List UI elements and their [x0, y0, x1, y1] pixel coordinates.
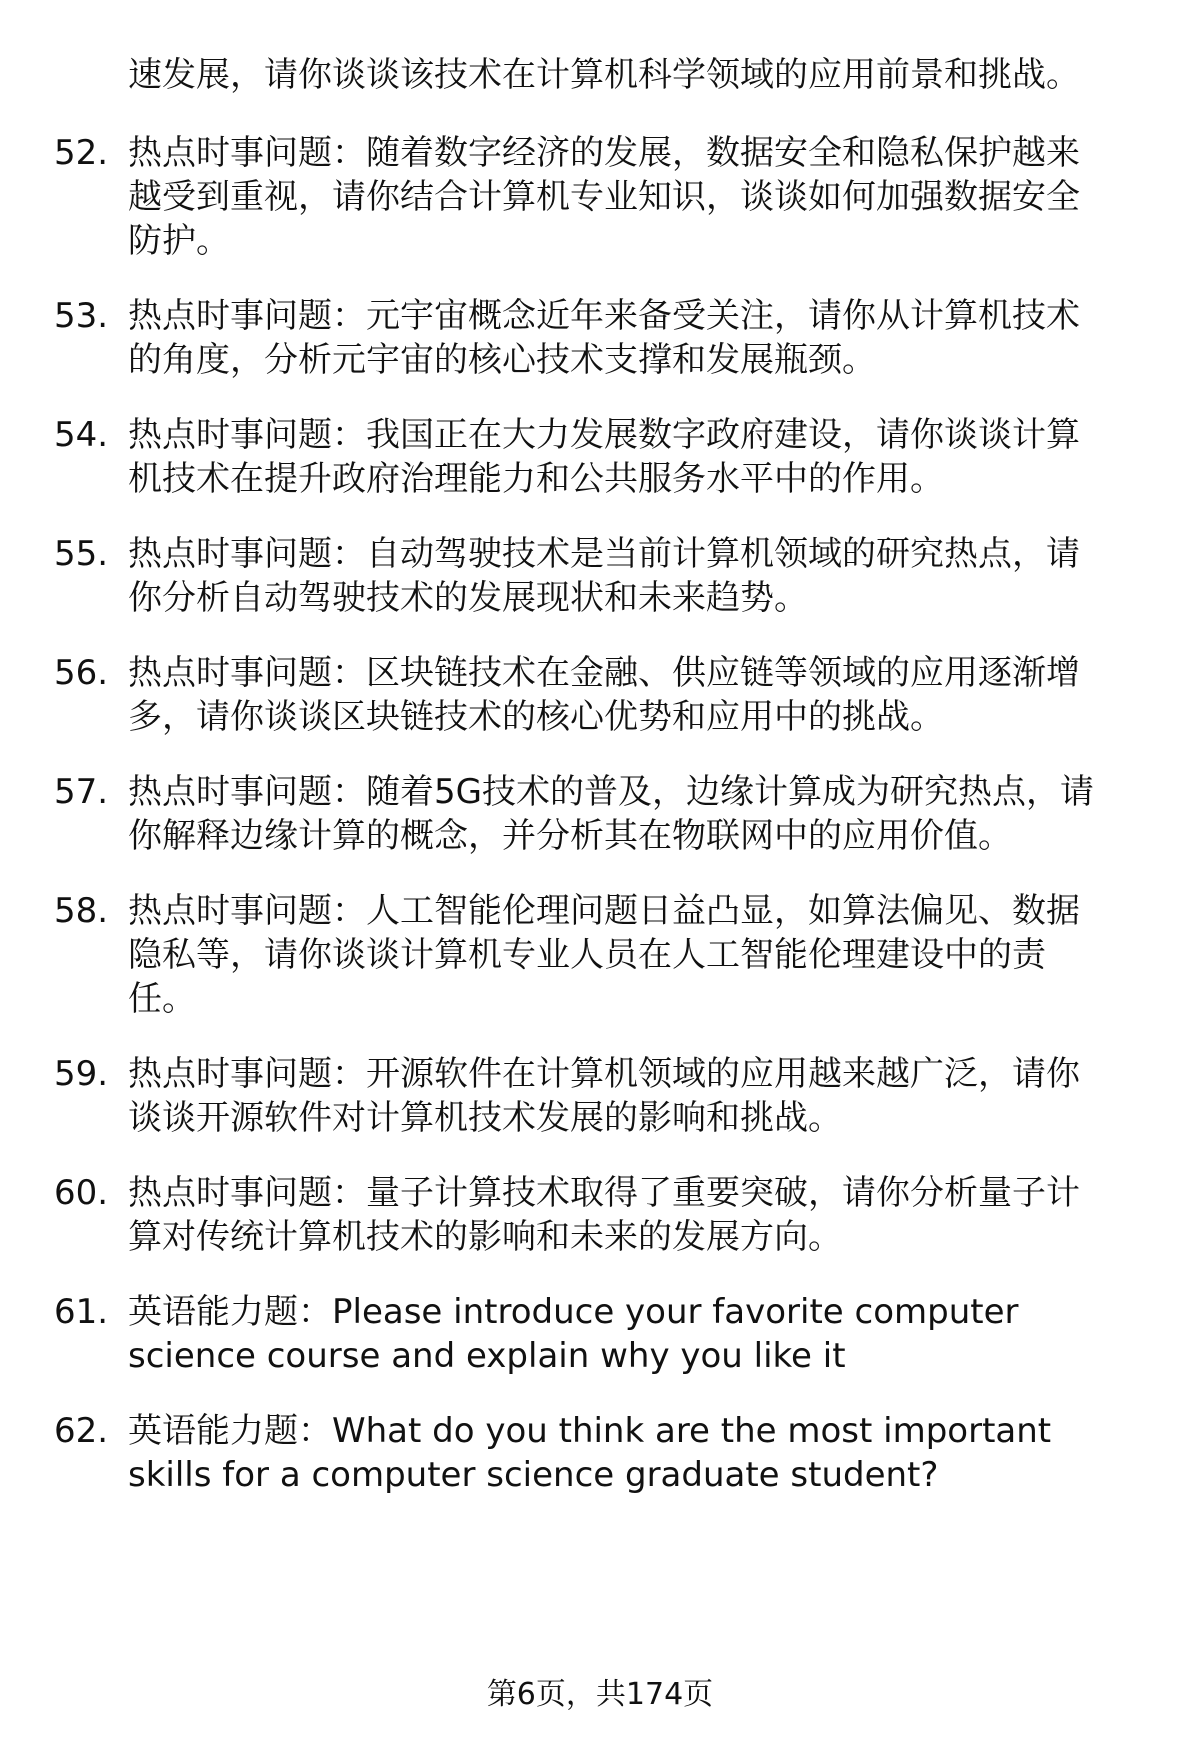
question-text-line: 热点时事问题：随着数字经济的发展，数据安全和隐私保护越来: [128, 133, 1080, 173]
question-text-line: 热点时事问题：人工智能伦理问题日益凸显，如算法偏见、数据: [128, 891, 1080, 931]
question-number: 52.: [54, 133, 109, 173]
question-text-line: 热点时事问题：我国正在大力发展数字政府建设，请你谈谈计算: [128, 415, 1080, 455]
page-footer: 第6页，共174页: [486, 1677, 714, 1712]
question-text-line: 的角度，分析元宇宙的核心技术支撑和发展瓶颈。: [128, 340, 876, 380]
question-number: 57.: [54, 772, 109, 812]
question-number: 56.: [54, 653, 109, 693]
question-number: 53.: [54, 296, 109, 336]
question-number: 58.: [54, 891, 109, 931]
question-text-line: 你解释边缘计算的概念，并分析其在物联网中的应用价值。: [128, 816, 1012, 856]
question-text-line: 英语能力题：What do you think are the most important: [128, 1411, 1052, 1451]
question-text-line: 多，请你谈谈区块链技术的核心优势和应用中的挑战。: [128, 697, 944, 737]
question-text-line: 热点时事问题：随着5G技术的普及，边缘计算成为研究热点，请: [128, 772, 1094, 812]
question-number: 62.: [54, 1411, 109, 1451]
question-number: 55.: [54, 534, 109, 574]
question-text-line: 机技术在提升政府治理能力和公共服务水平中的作用。: [128, 459, 944, 499]
question-text-line: science course and explain why you like it: [128, 1336, 846, 1376]
question-number: 61.: [54, 1292, 109, 1332]
question-text-line: 你分析自动驾驶技术的发展现状和未来趋势。: [128, 578, 808, 618]
question-text-line: 英语能力题：Please introduce your favorite computer: [128, 1292, 1019, 1332]
question-text-line: 越受到重视，请你结合计算机专业知识，谈谈如何加强数据安全: [128, 177, 1080, 217]
question-text-line: 隐私等，请你谈谈计算机专业人员在人工智能伦理建设中的责: [128, 935, 1046, 975]
question-text-line: skills for a computer science graduate student?: [128, 1455, 939, 1495]
question-text-line: 热点时事问题：区块链技术在金融、供应链等领域的应用逐渐增: [128, 653, 1080, 693]
question-text-line: 热点时事问题：量子计算技术取得了重要突破，请你分析量子计: [128, 1173, 1080, 1213]
question-text-line: 热点时事问题：开源软件在计算机领域的应用越来越广泛，请你: [128, 1054, 1080, 1094]
question-number: 54.: [54, 415, 109, 455]
question-text-line: 算对传统计算机技术的影响和未来的发展方向。: [128, 1217, 842, 1257]
question-text-line: 热点时事问题：元宇宙概念近年来备受关注，请你从计算机技术: [128, 296, 1080, 336]
question-number: 59.: [54, 1054, 109, 1094]
question-text-line: 谈谈开源软件对计算机技术发展的影响和挑战。: [128, 1098, 842, 1138]
question-text-line: 防护。: [128, 221, 230, 261]
question-text-line: 热点时事问题：自动驾驶技术是当前计算机领域的研究热点，请: [128, 534, 1080, 574]
question-number: 60.: [54, 1173, 109, 1213]
question-text-line: 任。: [128, 979, 196, 1019]
continuation-line: 速发展，请你谈谈该技术在计算机科学领域的应用前景和挑战。: [128, 55, 1080, 95]
